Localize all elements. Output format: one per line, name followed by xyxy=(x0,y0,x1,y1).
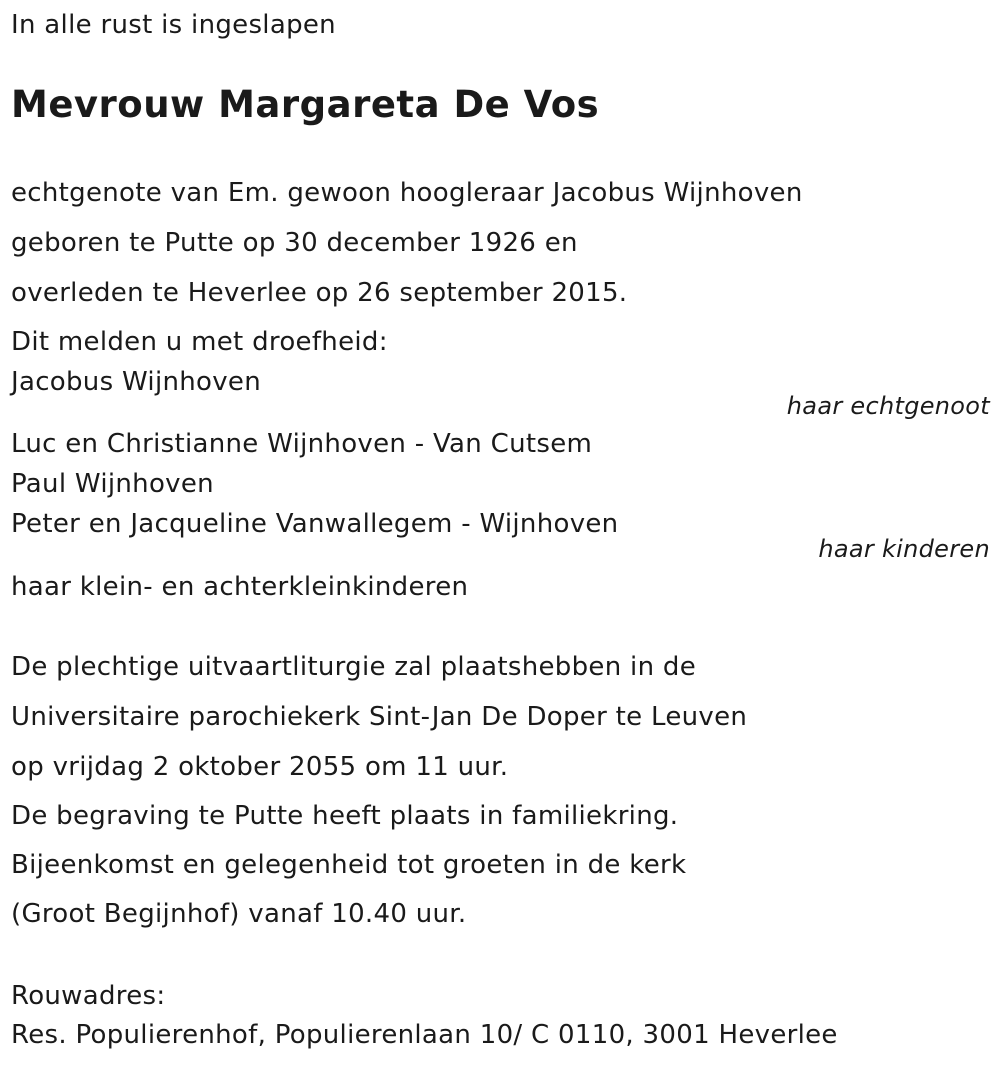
announce-text: Dit melden u met droefheid: xyxy=(11,327,388,357)
spouse-name: Jacobus Wijnhoven xyxy=(11,367,262,397)
address-label: Rouwadres: xyxy=(11,981,166,1011)
address-value: Res. Populierenhof, Populierenlaan 10/ C 0110, 3001 Heverlee xyxy=(11,1020,838,1050)
child-line-2: Paul Wijnhoven xyxy=(11,469,214,499)
bio-line-3: overleden te Heverlee op 26 september 2015. xyxy=(11,278,628,308)
funeral-line-5: Bijeenkomst en gelegenheid tot groeten in de kerk xyxy=(11,850,687,880)
funeral-line-2: Universitaire parochiekerk Sint-Jan De Doper te Leuven xyxy=(11,702,748,732)
funeral-line-3: op vrijdag 2 oktober 2055 om 11 uur. xyxy=(11,752,509,782)
deceased-name: Mevrouw Margareta De Vos xyxy=(11,83,600,126)
funeral-line-4: De begraving te Putte heeft plaats in familiekring. xyxy=(11,801,679,831)
grandchildren-text: haar klein- en achterkleinkinderen xyxy=(11,572,469,602)
child-line-3: Peter en Jacqueline Vanwallegem - Wijnhoven xyxy=(11,509,619,539)
children-role: haar kinderen xyxy=(818,535,990,563)
intro-text: In alle rust is ingeslapen xyxy=(11,10,336,40)
funeral-line-1: De plechtige uitvaartliturgie zal plaatshebben in de xyxy=(11,652,697,682)
bio-line-2: geboren te Putte op 30 december 1926 en xyxy=(11,228,578,258)
funeral-line-6: (Groot Begijnhof) vanaf 10.40 uur. xyxy=(11,899,467,929)
bio-line-1: echtgenote van Em. gewoon hoogleraar Jacobus Wijnhoven xyxy=(11,178,803,208)
child-line-1: Luc en Christianne Wijnhoven - Van Cutsem xyxy=(11,429,593,459)
spouse-role: haar echtgenoot xyxy=(786,392,990,420)
